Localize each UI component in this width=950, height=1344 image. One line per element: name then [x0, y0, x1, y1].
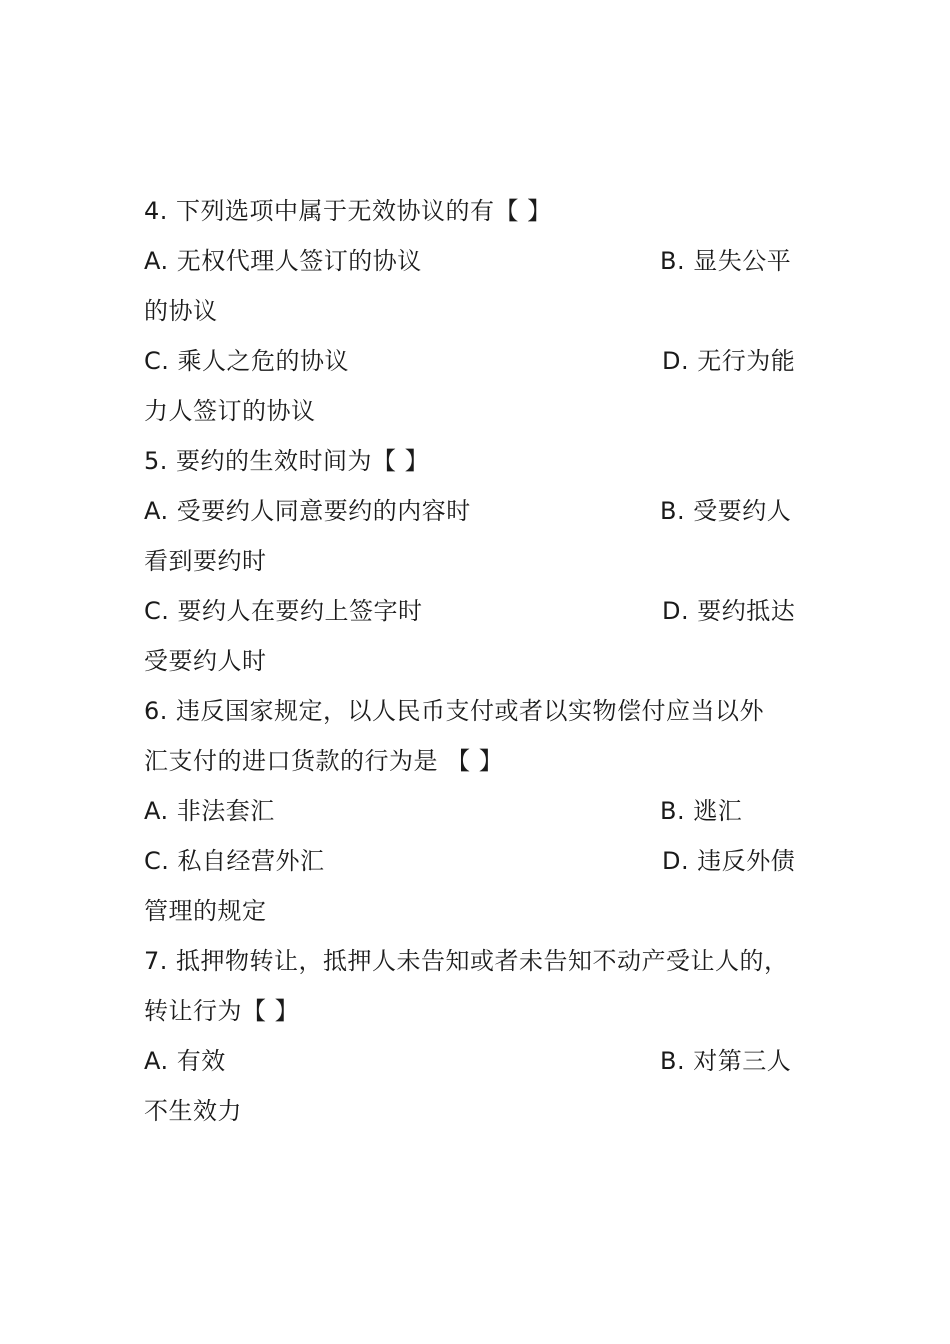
question-4-option-d-cont: 力人签订的协议: [144, 397, 316, 425]
question-5-stem: 5. 要约的生效时间为【 】: [144, 447, 430, 475]
question-7-option-b: B. 对第三人: [660, 1047, 792, 1075]
question-6-option-d: D. 违反外债: [662, 847, 796, 875]
question-6-option-a: A. 非法套汇: [144, 797, 275, 825]
question-7-option-b-cont: 不生效力: [144, 1097, 242, 1125]
question-6-stem-line-2: 汇支付的进口货款的行为是 【 】: [144, 747, 504, 775]
question-4-option-a: A. 无权代理人签订的协议: [144, 247, 422, 275]
question-6-stem-line-1: 6. 违反国家规定，以人民币支付或者以实物偿付应当以外: [144, 697, 765, 725]
question-4-option-d: D. 无行为能: [662, 347, 796, 375]
question-7-stem-line-2: 转让行为【 】: [144, 997, 300, 1025]
question-5-option-d-cont: 受要约人时: [144, 647, 267, 675]
question-5-option-b-cont: 看到要约时: [144, 547, 267, 575]
question-4-option-c: C. 乘人之危的协议: [144, 347, 350, 375]
question-5-option-c: C. 要约人在要约上签字时: [144, 597, 423, 625]
question-6-option-b: B. 逃汇: [660, 797, 743, 825]
question-7-stem-line-1: 7. 抵押物转让，抵押人未告知或者未告知不动产受让人的，: [144, 947, 789, 975]
question-4-option-b-cont: 的协议: [144, 297, 218, 325]
question-5-option-d: D. 要约抵达: [662, 597, 796, 625]
question-7-option-a: A. 有效: [144, 1047, 226, 1075]
question-6-option-d-cont: 管理的规定: [144, 897, 267, 925]
question-5-option-b: B. 受要约人: [660, 497, 792, 525]
question-5-option-a: A. 受要约人同意要约的内容时: [144, 497, 471, 525]
question-6-option-c: C. 私自经营外汇: [144, 847, 325, 875]
question-4-stem: 4. 下列选项中属于无效协议的有【 】: [144, 197, 552, 225]
question-4-option-b: B. 显失公平: [660, 247, 792, 275]
